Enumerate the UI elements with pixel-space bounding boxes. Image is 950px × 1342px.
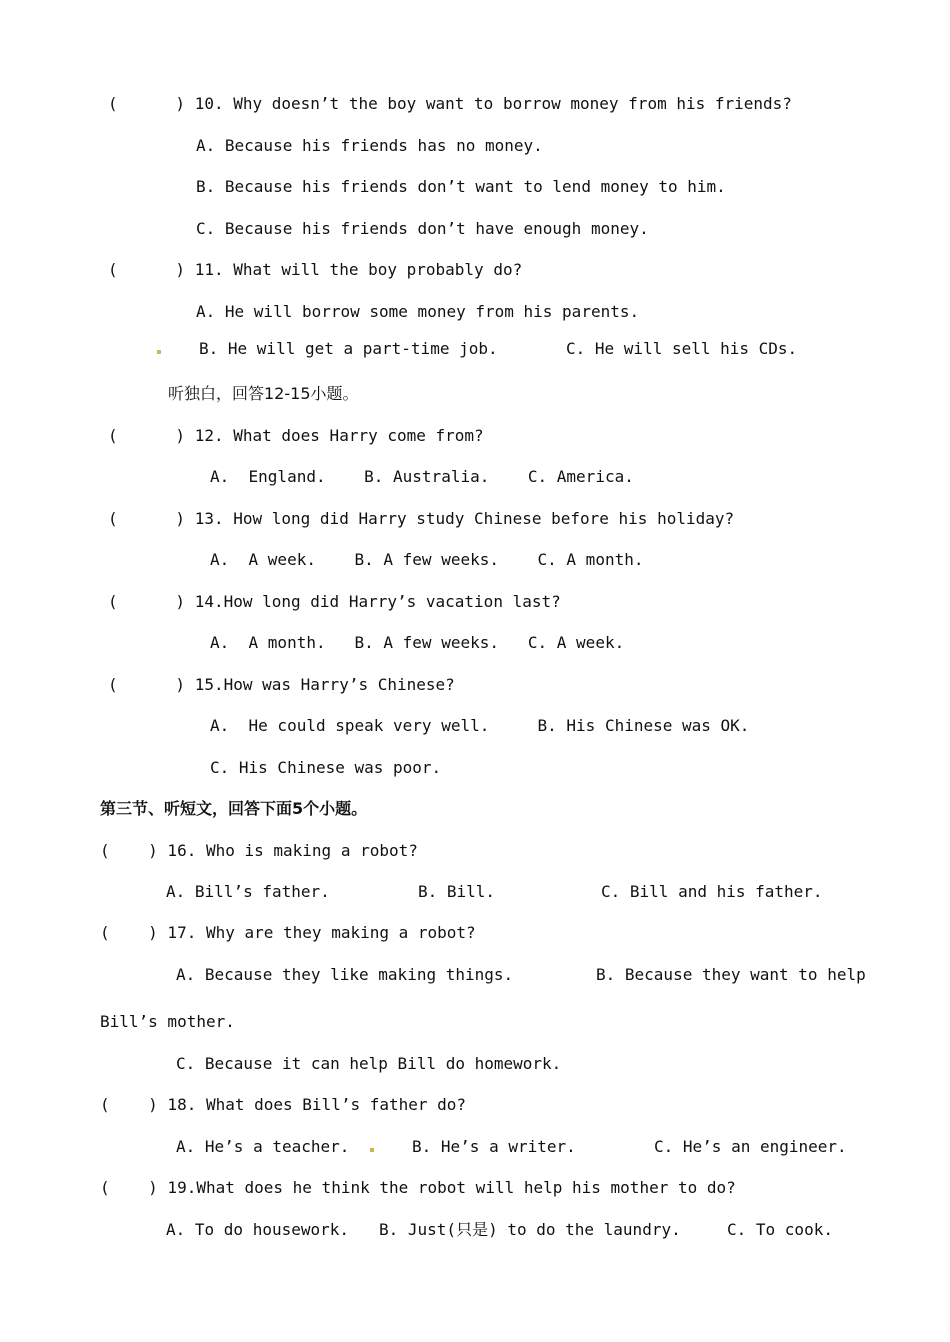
question-10-stem: ( ) 10. Why doesn’t the boy want to borrow money from his friends? xyxy=(108,94,792,113)
question-17-option-c: C. Because it can help Bill do homework. xyxy=(176,1054,562,1073)
question-13-options: A. A week. B. A few weeks. C. A month. xyxy=(210,550,644,569)
question-10-option-c: C. Because his friends don’t have enough money. xyxy=(196,219,649,238)
question-11-stem: ( ) 11. What will the boy probably do? xyxy=(108,260,523,279)
question-15-options-ab: A. He could speak very well. B. His Chinese was OK. xyxy=(210,716,750,735)
question-19-option-a: A. To do housework. xyxy=(166,1220,350,1239)
question-14-options: A. A month. B. A few weeks. C. A week. xyxy=(210,633,625,652)
question-17-option-a: A. Because they like making things. xyxy=(176,965,514,984)
question-19-stem: ( ) 19.What does he think the robot will help his mother to do? xyxy=(100,1178,736,1197)
question-16-option-a: A. Bill’s father. xyxy=(166,882,330,901)
question-12-stem: ( ) 12. What does Harry come from? xyxy=(108,426,484,445)
section-3-title: 第三节、听短文，回答下面5个小题。 xyxy=(100,799,368,818)
question-12-options: A. England. B. Australia. C. America. xyxy=(210,467,634,486)
question-10-option-a: A. Because his friends has no money. xyxy=(196,136,543,155)
question-16-option-c: C. Bill and his father. xyxy=(601,882,823,901)
question-16-option-b: B. Bill. xyxy=(418,882,496,901)
question-18-option-c: C. He’s an engineer. xyxy=(654,1137,847,1156)
question-18-option-a: A. He’s a teacher. xyxy=(176,1137,350,1156)
question-17-option-b: B. Because they want to help xyxy=(596,965,866,984)
monologue-section-heading: 听独白，回答12-15小题。 xyxy=(168,384,359,403)
question-11-option-b: B. He will get a part-time job. xyxy=(199,339,498,358)
scan-mark xyxy=(370,1148,374,1152)
question-14-stem: ( ) 14.How long did Harry’s vacation last? xyxy=(108,592,561,611)
question-19-option-b: B. Just(只是) to do the laundry. xyxy=(379,1220,681,1239)
question-15-stem: ( ) 15.How was Harry’s Chinese? xyxy=(108,675,455,694)
question-10-option-b: B. Because his friends don’t want to lend money to him. xyxy=(196,177,726,196)
question-17-stem: ( ) 17. Why are they making a robot? xyxy=(100,923,476,942)
question-11-option-c: C. He will sell his CDs. xyxy=(566,339,798,358)
question-16-stem: ( ) 16. Who is making a robot? xyxy=(100,841,418,860)
question-17-option-b-continued: Bill’s mother. xyxy=(100,1012,235,1031)
question-15-option-c: C. His Chinese was poor. xyxy=(210,758,442,777)
question-18-stem: ( ) 18. What does Bill’s father do? xyxy=(100,1095,467,1114)
question-11-option-a: A. He will borrow some money from his parents. xyxy=(196,302,640,321)
question-13-stem: ( ) 13. How long did Harry study Chinese before his holiday? xyxy=(108,509,735,528)
scan-mark xyxy=(157,350,161,354)
question-19-option-c: C. To cook. xyxy=(727,1220,833,1239)
question-18-option-b: B. He’s a writer. xyxy=(412,1137,576,1156)
